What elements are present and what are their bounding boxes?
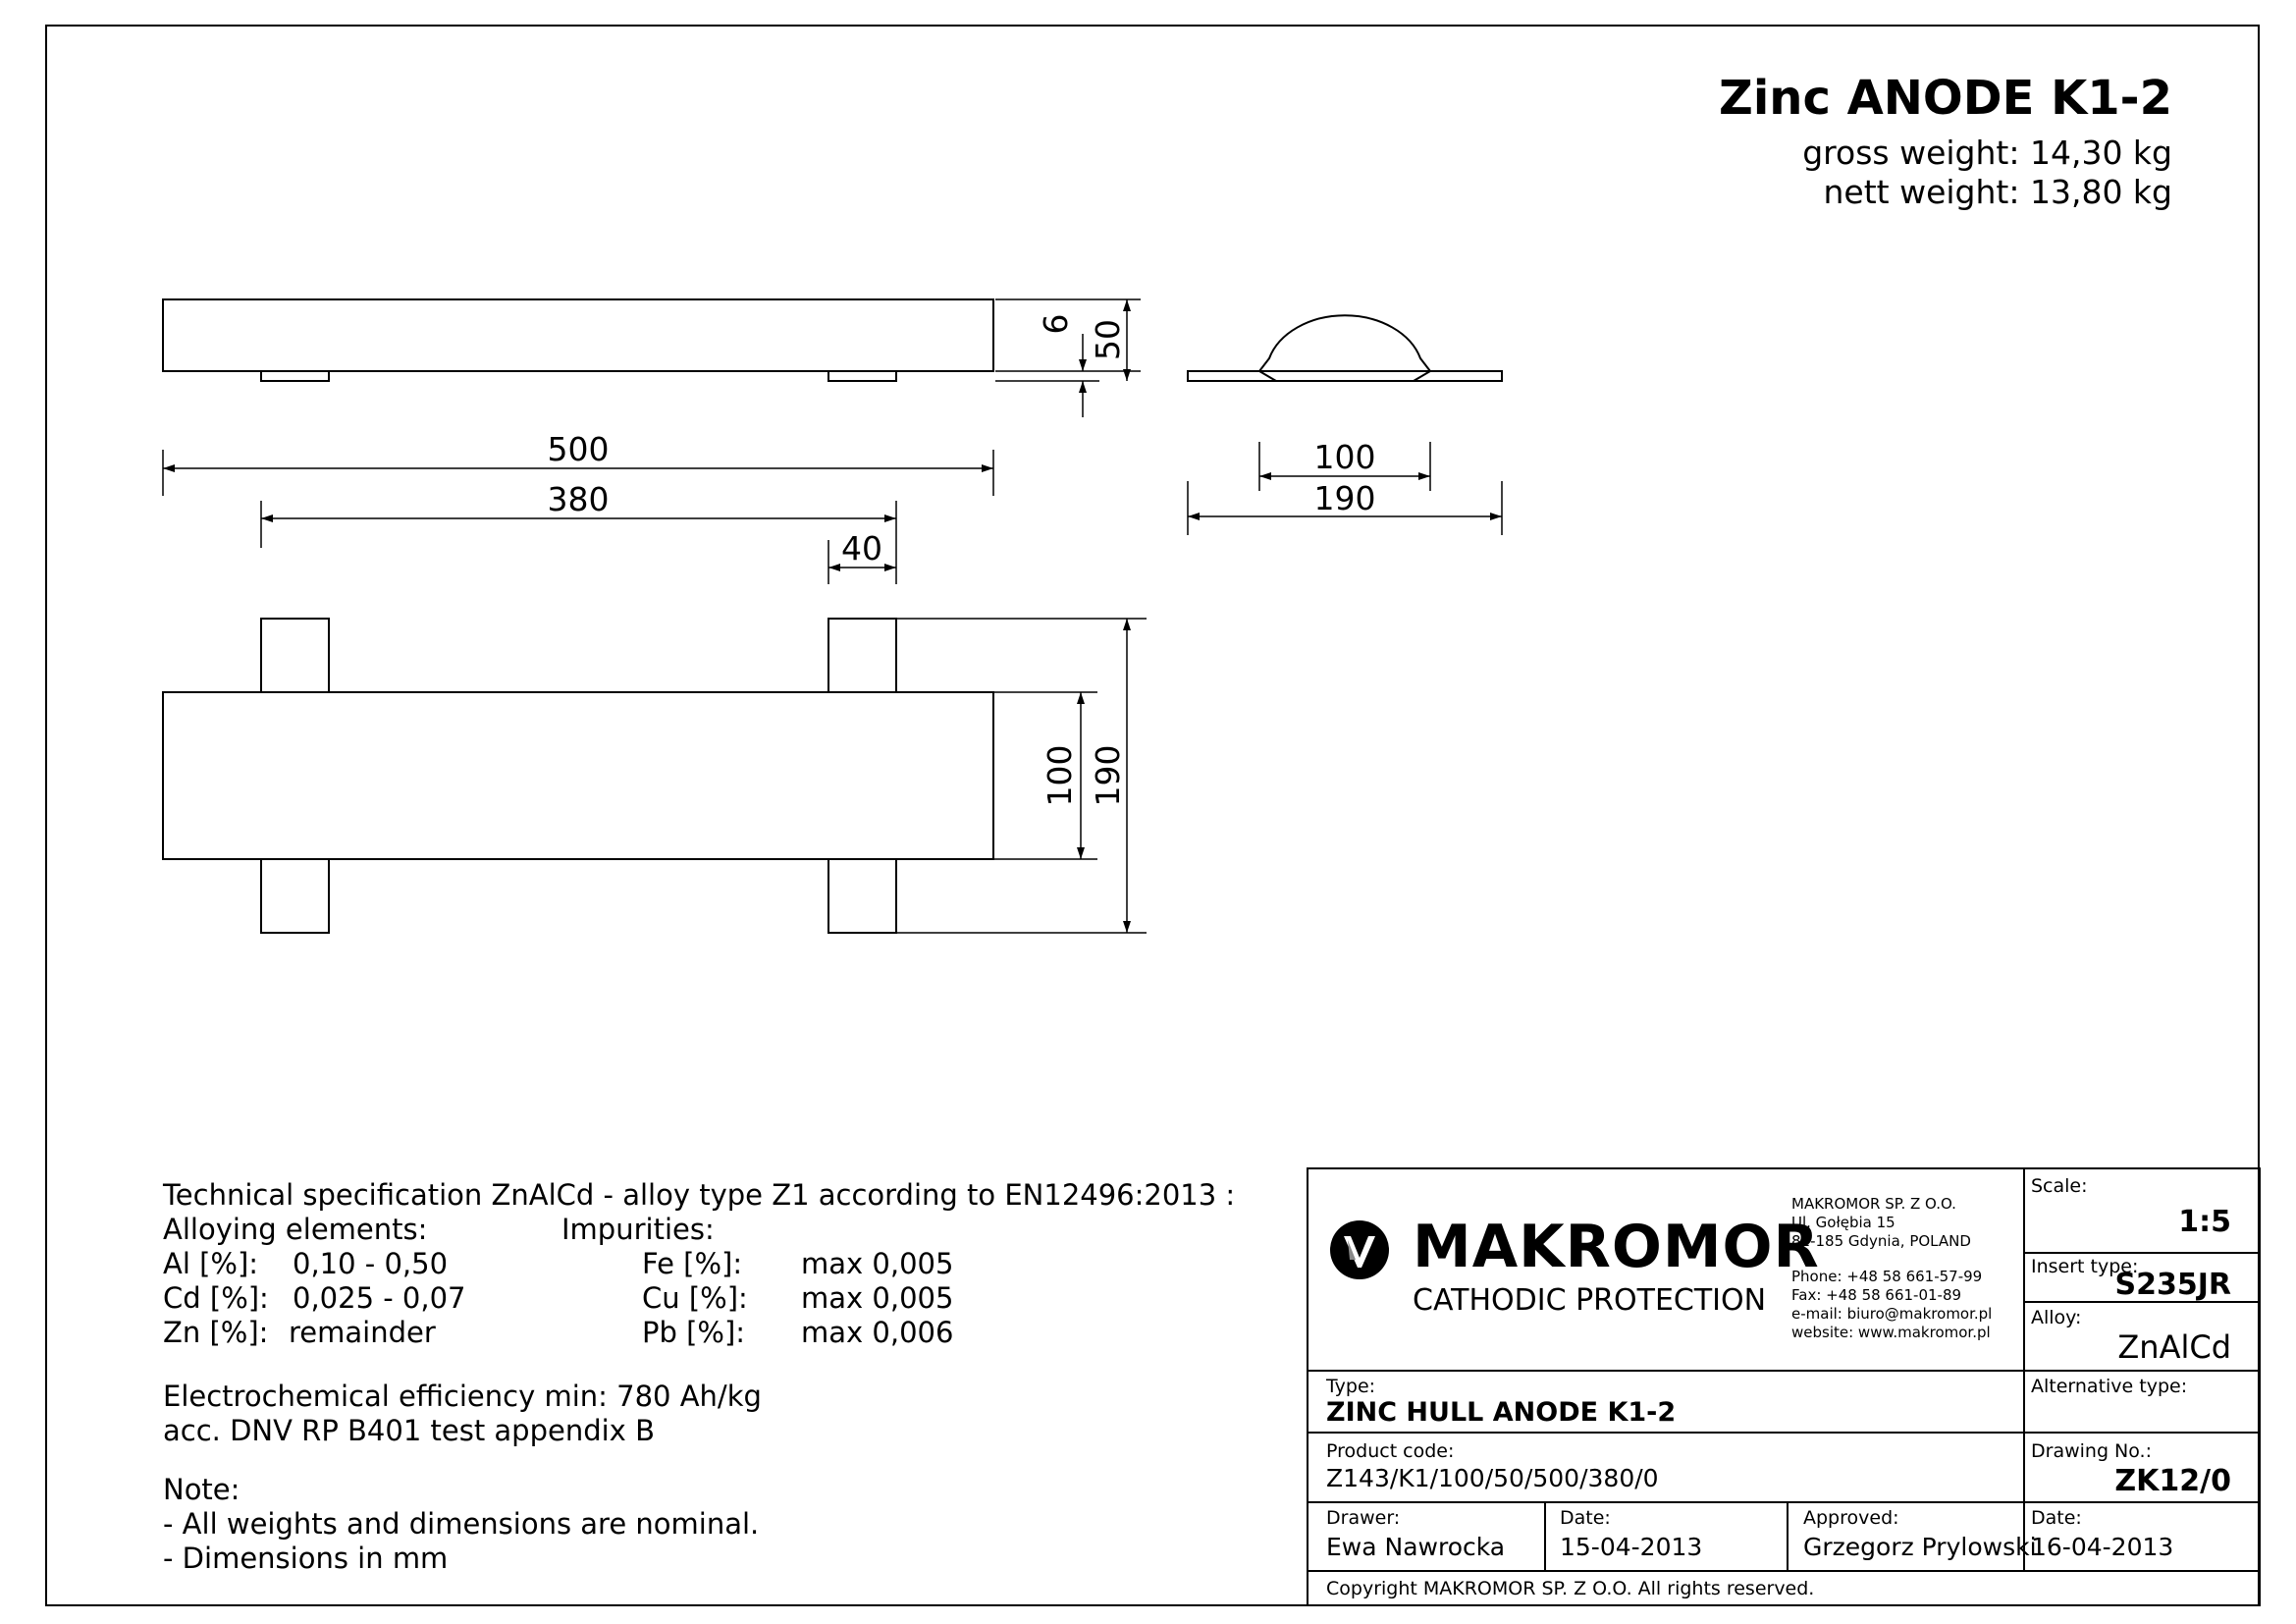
dim-end-100: 100 [1313, 438, 1376, 476]
alloy-cd-value: 0,025 - 0,07 [293, 1281, 466, 1315]
makromor-logo-icon [1328, 1218, 1391, 1281]
alloy-label: Alloy: [2031, 1307, 2082, 1328]
alternative-type-label: Alternative type: [2031, 1376, 2188, 1397]
side-view-foot-right [828, 371, 896, 381]
impurities-label: Impurities: [561, 1213, 715, 1246]
drawing-no-label: Drawing No.: [2031, 1440, 2152, 1462]
type-value: ZINC HULL ANODE K1-2 [1326, 1397, 1677, 1428]
impurity-fe-value: max 0,005 [801, 1247, 954, 1280]
copyright-notice: Copyright MAKROMOR SP. Z O.O. All rights reserved. [1326, 1578, 1815, 1599]
dim-50: 50 [1089, 319, 1127, 360]
scale-value: 1:5 [2178, 1205, 2231, 1239]
drawer-label: Drawer: [1326, 1507, 1401, 1529]
scale-label: Scale: [2031, 1175, 2088, 1197]
drawing-title: Zinc ANODE K1-2 [1719, 71, 2172, 126]
impurity-cu-value: max 0,005 [801, 1281, 954, 1315]
dim-380: 380 [547, 480, 610, 518]
efficiency-line-1: Electrochemical efficiency min: 780 Ah/kg [163, 1380, 762, 1413]
approved-label: Approved: [1803, 1507, 1899, 1529]
nett-weight-value: 13,80 kg [2029, 173, 2172, 211]
alloy-al-value: 0,10 - 0,50 [293, 1247, 449, 1280]
impurity-pb-value: max 0,006 [801, 1316, 954, 1349]
dim-500: 500 [547, 430, 610, 468]
impurity-pb-element: Pb [%]: [642, 1316, 746, 1349]
company-name: MAKROMOR [1413, 1213, 1820, 1281]
end-view-profile [1188, 315, 1502, 381]
plan-view [163, 619, 993, 933]
company-contacts: Phone: +48 58 661-57-99 Fax: +48 58 661-01-89 e-mail: biuro@makromor.pl website: www.makromor.pl [1791, 1268, 1993, 1341]
alloying-label: Alloying elements: [163, 1213, 428, 1246]
title-block [1307, 1167, 2261, 1606]
drawing-no-value: ZK12/0 [2114, 1464, 2231, 1498]
dim-plan-190: 190 [1089, 744, 1127, 807]
impurity-fe-element: Fe [%]: [642, 1247, 743, 1280]
date-drawn-label: Date: [1560, 1507, 1611, 1529]
gross-weight-label: gross weight: [1802, 134, 2020, 172]
dim-end-190: 190 [1313, 479, 1376, 517]
company-address: MAKROMOR SP. Z O.O. Ul. Gołębia 15 81-185 Gdynia, POLAND [1791, 1195, 1971, 1250]
gross-weight-value: 14,30 kg [2029, 134, 2172, 172]
spec-heading: Technical specification ZnAlCd - alloy type Z1 according to EN12496:2013 : [163, 1178, 1236, 1212]
alloy-zn-element: Zn [%]: [163, 1316, 269, 1349]
nett-weight-label: nett weight: [1823, 173, 2020, 211]
dim-40: 40 [841, 529, 882, 568]
type-label: Type: [1326, 1376, 1376, 1397]
insert-type-value: S235JR [2114, 1268, 2231, 1302]
product-code-label: Product code: [1326, 1440, 1455, 1462]
alloy-zn-value: remainder [289, 1316, 436, 1349]
dim-6: 6 [1037, 313, 1075, 335]
insert-type-label: Insert type: [2031, 1256, 2139, 1277]
note-line-1: - All weights and dimensions are nominal. [163, 1507, 760, 1541]
drawer-value: Ewa Nawrocka [1326, 1533, 1506, 1561]
alloy-al-element: Al [%]: [163, 1247, 259, 1280]
date-drawn-value: 15-04-2013 [1560, 1533, 1703, 1561]
efficiency-line-2: acc. DNV RP B401 test appendix B [163, 1414, 655, 1447]
note-heading: Note: [163, 1473, 240, 1506]
alloy-cd-element: Cd [%]: [163, 1281, 269, 1315]
date-approved-value: 16-04-2013 [2031, 1533, 2174, 1561]
alloy-value: ZnAlCd [2117, 1328, 2231, 1366]
date-approved-label: Date: [2031, 1507, 2082, 1529]
side-view-body [163, 299, 993, 371]
side-view-foot-left [261, 371, 329, 381]
approved-value: Grzegorz Prylowski [1803, 1533, 2037, 1561]
note-line-2: - Dimensions in mm [163, 1542, 449, 1575]
impurity-cu-element: Cu [%]: [642, 1281, 748, 1315]
company-subtitle: CATHODIC PROTECTION [1413, 1283, 1767, 1318]
product-code-value: Z143/K1/100/50/500/380/0 [1326, 1464, 1659, 1492]
dim-plan-100: 100 [1041, 744, 1079, 807]
